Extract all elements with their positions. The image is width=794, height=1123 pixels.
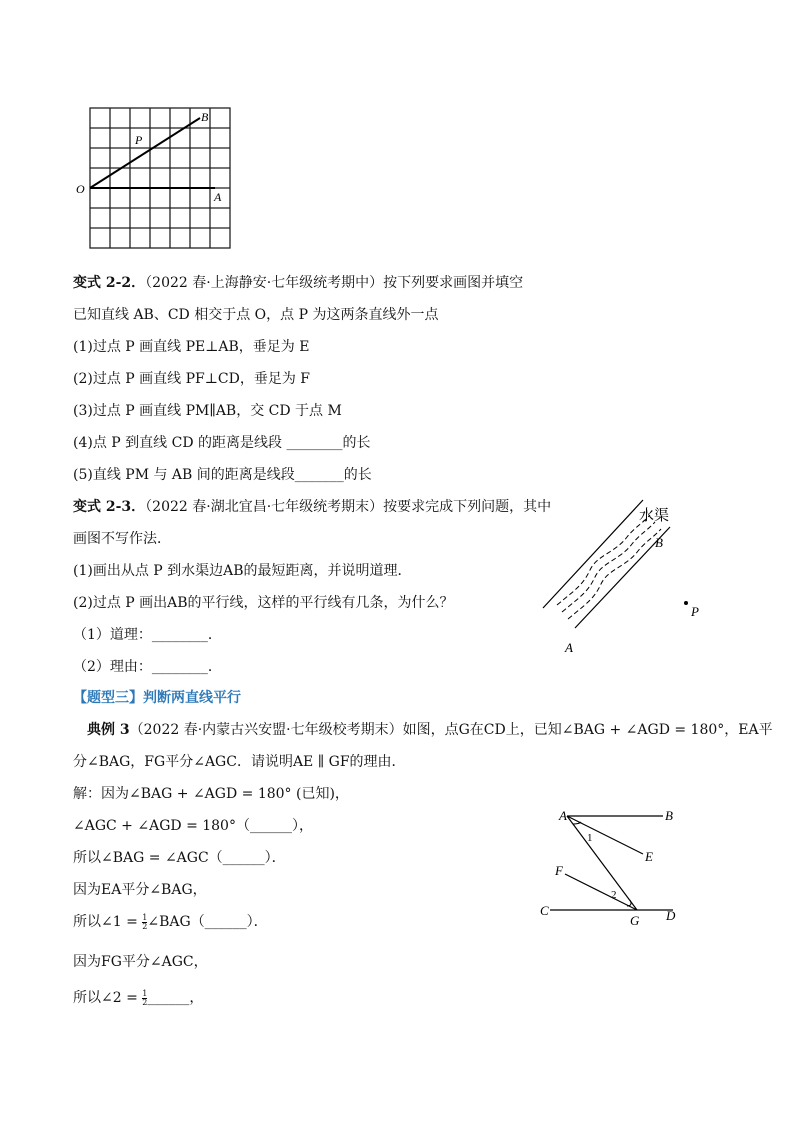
sol-line: ∠AGC + ∠AGD = 180°（______）， — [73, 818, 313, 834]
fraction-half: $\frac{1}{2}$ — [142, 912, 148, 931]
label-a: A — [565, 640, 573, 655]
label-b: B — [655, 535, 663, 550]
ex23-item: (2)过点 P 画出AB的平行线，这样的平行线有几条，为什么？ — [73, 595, 454, 611]
label-p: P — [691, 604, 699, 619]
label-a: A — [214, 190, 222, 204]
ex22-item: (1)过点 P 画直线 PE⊥AB，垂足为 E — [73, 339, 310, 355]
sol-line: 所以∠BAG = ∠AGC（______）． — [73, 850, 286, 866]
fraction-half: $\frac{1}{2}$ — [142, 988, 148, 1007]
ex3-header: 典例 3（2022 春·内蒙古兴安盟·七年级校考期末）如图，点G在CD上，已知∠BAG + ∠AGD = 180°，EA平 — [87, 722, 773, 738]
label-g: G — [630, 913, 640, 928]
ex23-item: (1)画出从点 P 到水渠边AB的最短距离，并说明道理． — [73, 563, 412, 579]
ex23-header: 变式 2-3．（2022 春·湖北宜昌·七年级统考期末）按要求完成下列问题，其中 — [73, 499, 552, 515]
ex3-line2: 分∠BAG，FG平分∠AGC．请说明AE ∥ GF的理由． — [73, 754, 406, 770]
ex22-given: 已知直线 AB、CD 相交于点 O，点 P 为这两条直线外一点 — [73, 307, 439, 323]
label-p: P — [135, 133, 143, 147]
ex23-item: （1）道理：________． — [73, 627, 222, 643]
label-d: D — [666, 908, 676, 923]
canal-figure — [535, 495, 725, 665]
sol-line: 所以∠2 = $\frac{1}{2}$ ______， — [73, 988, 204, 1007]
ex22-item: (2)过点 P 画直线 PF⊥CD，垂足为 F — [73, 371, 311, 387]
label-c: C — [540, 903, 549, 918]
geometry-figure — [535, 800, 695, 930]
ex22-item: (3)过点 P 画直线 PM∥AB，交 CD 于点 M — [73, 403, 342, 419]
label-e: E — [645, 849, 653, 864]
point-p — [684, 601, 688, 605]
sol-line: 因为FG平分∠AGC， — [73, 954, 208, 970]
label-a: A — [559, 808, 567, 823]
grid-figure — [70, 100, 240, 260]
sol-line: 因为EA平分∠BAG， — [73, 882, 207, 898]
label-b: B — [201, 110, 209, 124]
sol-line: 所以∠1 = $\frac{1}{2}$ ∠BAG（______）． — [73, 912, 268, 931]
ex23-item: （2）理由：________． — [73, 659, 222, 675]
label-b: B — [665, 808, 673, 823]
label-f: F — [555, 863, 563, 878]
label-o: O — [76, 182, 85, 196]
label-angle-2: 2 — [611, 889, 617, 901]
ex22-header: 变式 2-2．（2022 春·上海静安·七年级统考期中）按下列要求画图并填空 — [73, 275, 524, 291]
section-title: 【题型三】判断两直线平行 — [73, 690, 241, 706]
canal-label: 水渠 — [639, 508, 670, 524]
ex22-item: (5)直线 PM 与 AB 间的距离是线段_______的长 — [73, 467, 372, 483]
sol-line: 解：因为∠BAG + ∠AGD = 180° (已知)， — [73, 786, 349, 802]
ex22-item: (4)点 P 到直线 CD 的距离是线段 ________的长 — [73, 435, 371, 451]
label-angle-1: 1 — [587, 832, 593, 844]
ex23-line2: 画图不写作法． — [73, 531, 171, 547]
